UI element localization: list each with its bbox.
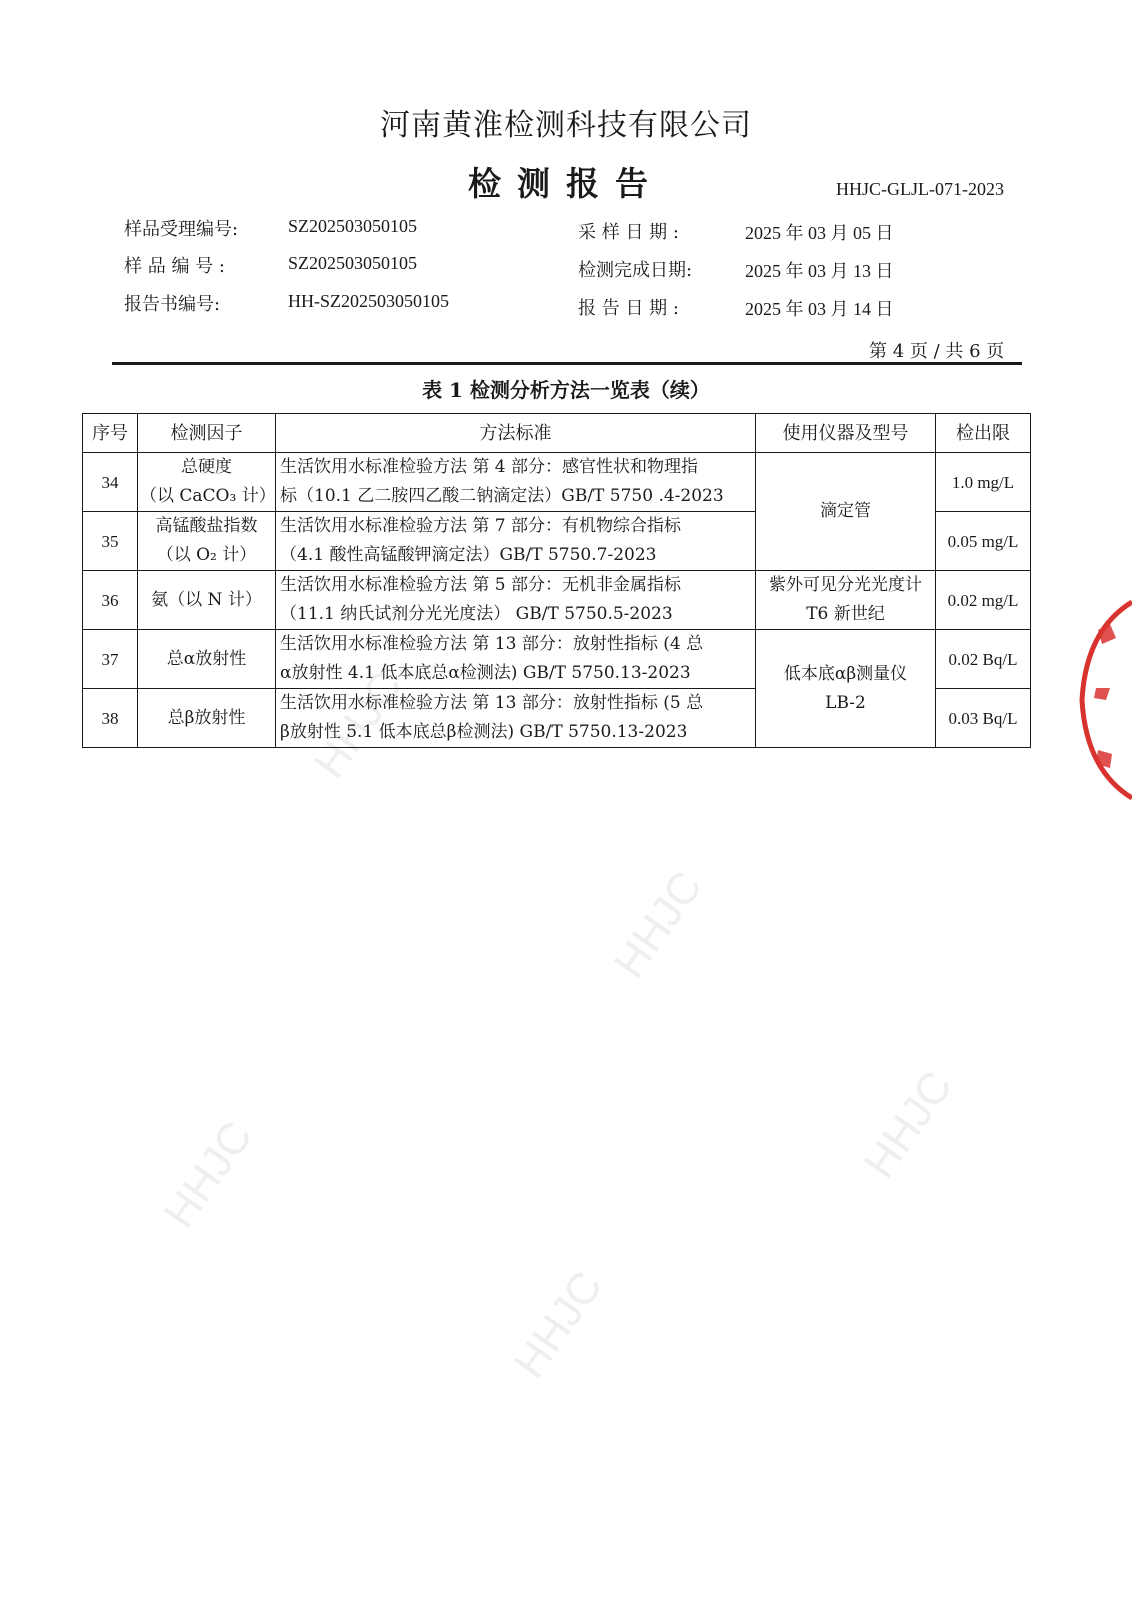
factor-line-2: （以 CaCO₃ 计） xyxy=(140,486,276,506)
report-no: HH-SZ202503050105 xyxy=(288,291,449,311)
row-limit: 0.05 mg/L xyxy=(936,512,1031,571)
header-method: 方法标准 xyxy=(276,414,756,453)
instrument-line-1: 低本底αβ测量仪 xyxy=(783,663,908,684)
row-limit: 0.03 Bq/L xyxy=(936,689,1031,748)
method-line-2: （4.1 酸性高锰酸钾滴定法）GB/T 5750.7-2023 xyxy=(280,545,657,565)
method-line-2: β放射性 5.1 低本底总β检测法) GB/T 5750.13-2023 xyxy=(280,722,688,742)
row-no: 36 xyxy=(83,571,138,630)
document-number: HHJC-GLJL-071-2023 xyxy=(836,179,1004,199)
header-factor: 检测因子 xyxy=(138,414,276,453)
row-factor xyxy=(138,512,276,571)
method-line-2: α放射性 4.1 低本底总α检测法) GB/T 5750.13-2023 xyxy=(280,663,691,683)
report-date: 2025 年 03 月 14 日 xyxy=(745,299,894,319)
row-no: 38 xyxy=(83,689,138,748)
row-factor xyxy=(138,453,276,512)
instrument-spectrophotometer xyxy=(756,571,936,630)
row-factor xyxy=(138,630,276,689)
table-row xyxy=(83,453,1031,512)
method-line-1: 生活饮用水标准检验方法 第 4 部分：感官性状和物理指 xyxy=(280,457,699,477)
header-no: 序号 xyxy=(83,414,138,453)
page-info: 第 4 页 / 共 6 页 xyxy=(869,341,1005,362)
factor-line-1: 氨（以 N 计） xyxy=(151,589,262,610)
method-line-1: 生活饮用水标准检验方法 第 7 部分：有机物综合指标 xyxy=(280,516,682,536)
instrument-line-2: LB-2 xyxy=(825,692,866,713)
method-line-1: 生活饮用水标准检验方法 第 5 部分：无机非金属指标 xyxy=(280,575,682,595)
report-no-label: 报告书编号: xyxy=(124,294,221,315)
header-limit: 检出限 xyxy=(936,414,1031,453)
report-date-label: 报 告 日 期 : xyxy=(578,298,679,319)
sample-receipt-no-label: 样品受理编号: xyxy=(124,219,239,240)
sampling-date-label: 采 样 日 期 : xyxy=(578,222,679,243)
table-header-row xyxy=(83,414,1031,453)
row-method xyxy=(276,689,756,748)
report-title: 检测报告 xyxy=(468,164,664,203)
company-name: 河南黄淮检测科技有限公司 xyxy=(380,108,752,143)
factor-line-1: 总β放射性 xyxy=(167,707,246,728)
watermark-5: HHJC xyxy=(854,1062,962,1187)
instrument-line-2: T6 新世纪 xyxy=(806,604,885,624)
row-method xyxy=(276,630,756,689)
row-no: 37 xyxy=(83,630,138,689)
header-rule xyxy=(112,362,1022,365)
watermark-2: HHJC xyxy=(604,862,712,987)
factor-line-1: 高锰酸盐指数 xyxy=(155,516,258,536)
sampling-date: 2025 年 03 月 05 日 xyxy=(745,223,894,243)
row-limit: 0.02 Bq/L xyxy=(936,630,1031,689)
watermark-1: HHJC xyxy=(304,662,412,787)
row-factor xyxy=(138,571,276,630)
table-row xyxy=(83,630,1031,689)
instrument-radiation-counter xyxy=(756,630,936,748)
watermark-3: HHJC xyxy=(154,1112,262,1237)
sample-no: SZ202503050105 xyxy=(288,253,418,273)
instrument-line-1: 紫外可见分光光度计 xyxy=(769,575,922,595)
row-limit: 1.0 mg/L xyxy=(936,453,1031,512)
row-factor xyxy=(138,689,276,748)
method-line-1: 生活饮用水标准检验方法 第 13 部分：放射性指标 (5 总 xyxy=(280,693,704,713)
sample-no-label: 样 品 编 号 : xyxy=(124,256,225,277)
row-method xyxy=(276,571,756,630)
watermark-4: HHJC xyxy=(504,1262,612,1387)
method-line-2: 标（10.1 乙二胺四乙酸二钠滴定法）GB/T 5750 .4-2023 xyxy=(280,486,724,506)
header-instrument: 使用仪器及型号 xyxy=(756,414,936,453)
method-line-2: （11.1 纳氏试剂分光光度法） GB/T 5750.5-2023 xyxy=(280,604,673,624)
instrument-titration: 滴定管 xyxy=(756,453,936,571)
table-row xyxy=(83,571,1031,630)
completion-date-label: 检测完成日期: xyxy=(578,260,693,281)
row-limit: 0.02 mg/L xyxy=(936,571,1031,630)
factor-line-2: （以 O₂ 计） xyxy=(156,545,257,565)
completion-date: 2025 年 03 月 13 日 xyxy=(745,261,894,281)
methods-table xyxy=(82,413,1031,748)
table-caption: 表 1 检测分析方法一览表（续） xyxy=(422,378,710,402)
row-method xyxy=(276,453,756,512)
row-no: 35 xyxy=(83,512,138,571)
row-no: 34 xyxy=(83,453,138,512)
row-method xyxy=(276,512,756,571)
method-line-1: 生活饮用水标准检验方法 第 13 部分：放射性指标 (4 总 xyxy=(280,634,704,654)
seal-stamp-partial xyxy=(1078,590,1132,810)
factor-line-1: 总硬度 xyxy=(181,457,232,477)
factor-line-1: 总α放射性 xyxy=(166,648,247,669)
sample-receipt-no: SZ202503050105 xyxy=(288,216,418,236)
